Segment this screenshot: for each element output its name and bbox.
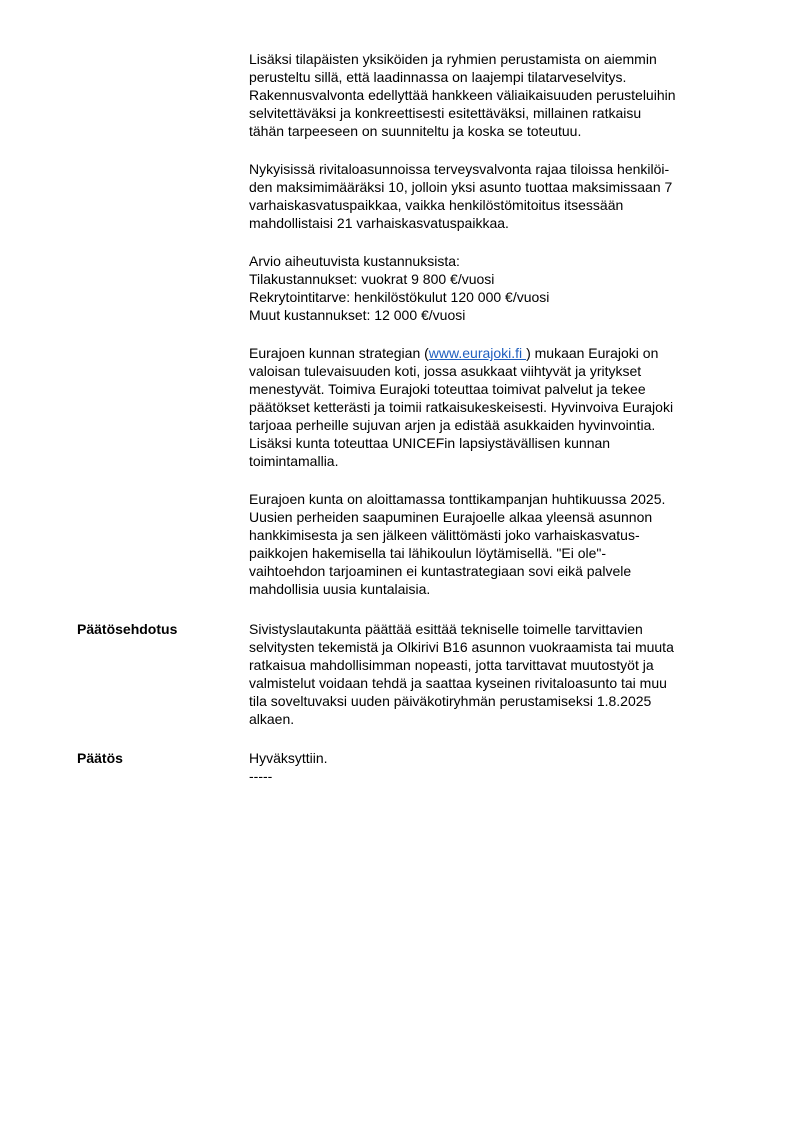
- strategy-paragraph: [249, 344, 739, 470]
- text-line: toimintamallia.: [249, 453, 339, 469]
- text-line: vaihtoehdon tarjoaminen ei kuntastrategiaan sovi eikä palvele: [249, 563, 632, 579]
- strategy-text-before-link: Eurajoen kunnan strategian (: [249, 345, 429, 361]
- decision-result: Hyväksyttiin.: [249, 750, 328, 766]
- facility-cost: Tilakustannukset: vuokrat 9 800 €/vuosi: [249, 271, 495, 287]
- proposal-text: [249, 620, 739, 728]
- text-line: valoisan tulevaisuuden koti, jossa asukkaat viihtyvät ja yritykset: [249, 363, 642, 379]
- text-line: paikkojen hakemisella tai lähikoulun löytämisellä. "Ei ole"-: [249, 545, 607, 561]
- text-line: tila soveltuvaksi uuden päiväkotiryhmän perustamiseksi 1.8.2025: [249, 693, 652, 709]
- proposal-heading: Päätösehdotus: [77, 621, 178, 637]
- text-line: mahdollistaisi 21 varhaiskasvatuspaikkaa.: [249, 215, 509, 231]
- strategy-text-after-link: ) mukaan Eurajoki on: [526, 345, 659, 361]
- decision-text: [249, 749, 739, 785]
- costs-block: [249, 252, 739, 324]
- text-line: päätökset ketterästi ja toimii ratkaisukeskeisesti. Hyvinvoiva Eurajoki: [249, 399, 674, 415]
- text-line: Sivistyslautakunta päättää esittää tekniselle toimelle tarvittavien: [249, 621, 643, 637]
- other-cost: Muut kustannukset: 12 000 €/vuosi: [249, 307, 466, 323]
- text-line: menestyvät. Toimiva Eurajoki toteuttaa toimivat palvelut ja tekee: [249, 381, 646, 397]
- campaign-paragraph: [249, 490, 739, 598]
- end-mark: -----: [249, 768, 273, 784]
- eurajoki-website-link[interactable]: www.eurajoki.fi: [428, 345, 527, 361]
- text-line: den maksimimääräksi 10, jolloin yksi asunto tuottaa maksimissaan 7: [249, 179, 673, 195]
- text-line: perusteltu sillä, että laadinnassa on laajempi tilatarveselvitys.: [249, 69, 627, 85]
- text-line: tähän tarpeeseen on suunniteltu ja koska se toteutuu.: [249, 123, 582, 139]
- text-line: alkaen.: [249, 711, 295, 727]
- text-line: Nykyisissä rivitaloasunnoissa terveysvalvonta rajaa tiloissa henkilöi-: [249, 161, 670, 177]
- decision-heading: Päätös: [77, 750, 123, 766]
- text-line: hankkimisesta ja sen jälkeen välittömästi joko varhaiskasvatus-: [249, 527, 640, 543]
- health-paragraph: [249, 160, 739, 232]
- recruitment-cost: Rekrytointitarve: henkilöstökulut 120 000 €/vuosi: [249, 289, 550, 305]
- text-line: selvitysten tekemistä ja Olkirivi B16 asunnon vuokraamista tai muuta: [249, 639, 674, 655]
- text-line: [249, 344, 739, 362]
- text-line: Lisäksi tilapäisten yksiköiden ja ryhmien perustamista on aiemmin: [249, 51, 657, 67]
- text-line: Lisäksi kunta toteuttaa UNICEFin lapsiystävällisen kunnan: [249, 435, 611, 451]
- text-line: varhaiskasvatuspaikkaa, vaikka henkilöstömitoitus itsessään: [249, 197, 624, 213]
- text-line: Eurajoen kunta on aloittamassa tonttikampanjan huhtikuussa 2025.: [249, 491, 666, 507]
- text-line: tarjoaa perheille sujuvan arjen ja edistää asukkaiden hyvinvointia.: [249, 417, 656, 433]
- text-line: ratkaisua mahdollisimman nopeasti, jotta tarvittavat muutostyöt ja: [249, 657, 654, 673]
- text-line: valmistelut voidaan tehdä ja saattaa kyseinen rivitaloasunto tai muu: [249, 675, 667, 691]
- text-line: selvitettäväksi ja konkreettisesti esitettäväksi, millainen ratkaisu: [249, 105, 642, 121]
- costs-title: Arvio aiheutuvista kustannuksista:: [249, 253, 460, 269]
- text-line: Rakennusvalvonta edellyttää hankkeen väliaikaisuuden perusteluihin: [249, 87, 676, 103]
- text-line: mahdollisia uusia kuntalaisia.: [249, 581, 431, 597]
- text-line: Uusien perheiden saapuminen Eurajoelle alkaa yleensä asunnon: [249, 509, 653, 525]
- intro-paragraph: [249, 50, 739, 140]
